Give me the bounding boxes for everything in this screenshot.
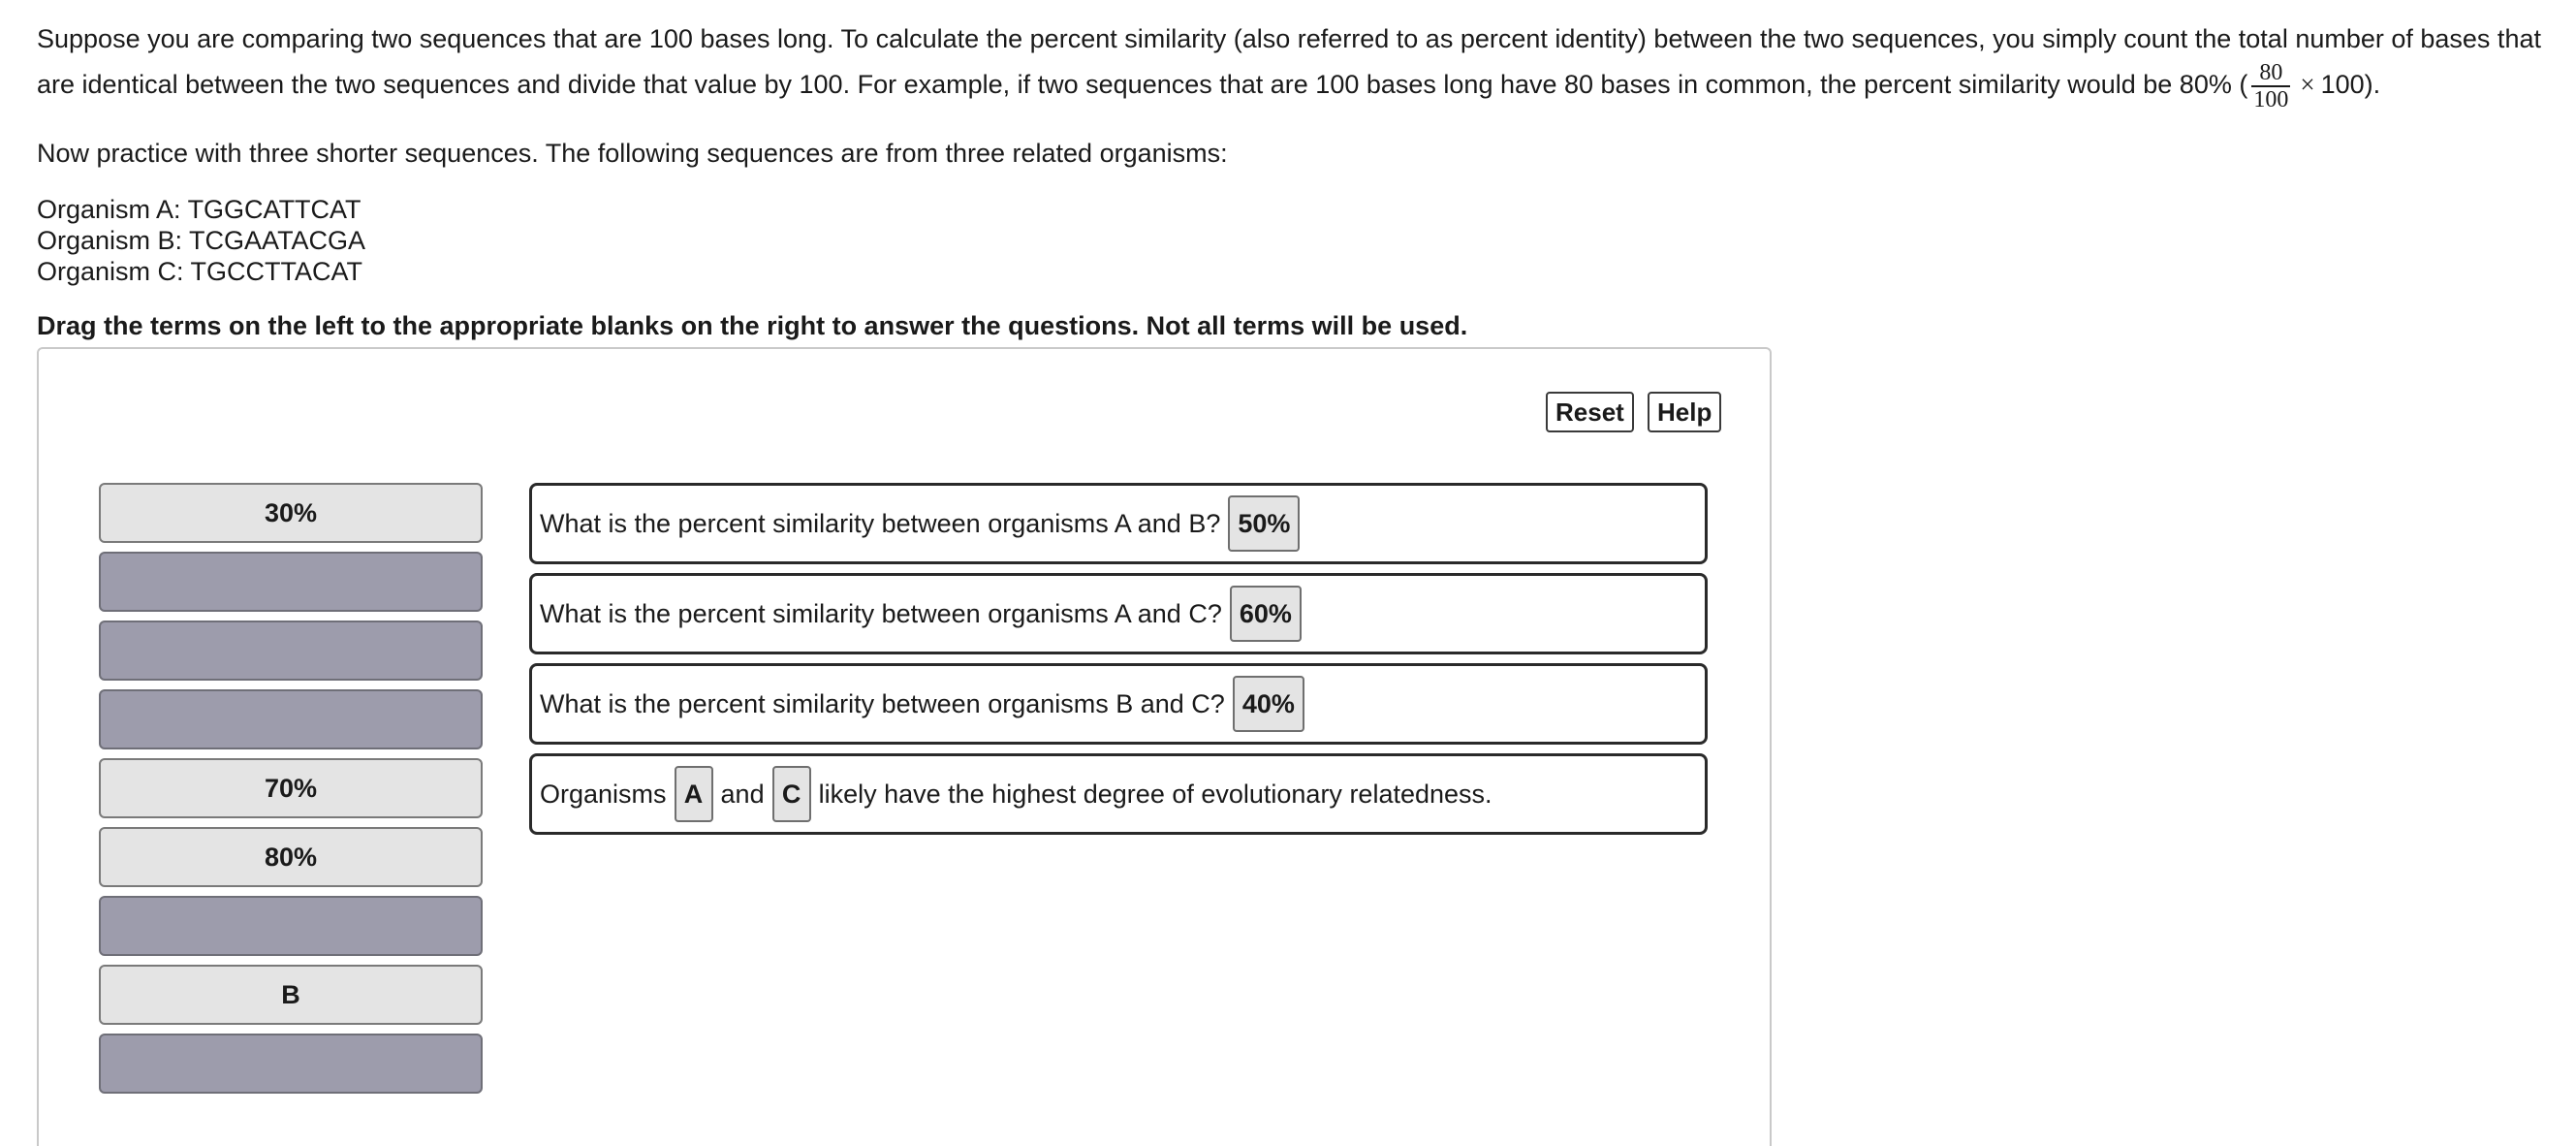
- organism-a: Organism A: TGGCATTCAT: [37, 195, 361, 224]
- answer-blank-organism-2[interactable]: C: [772, 766, 811, 822]
- question-text: What is the percent similarity between organisms A and C?: [540, 598, 1222, 628]
- question-text: What is the percent similarity between organisms B and C?: [540, 688, 1225, 718]
- term-slot-empty: [99, 689, 483, 749]
- times-symbol: ×: [2300, 70, 2315, 100]
- organism-c: Organism C: TGCCTTACAT: [37, 257, 363, 286]
- organism-list: [37, 194, 2539, 287]
- term-70-percent[interactable]: 70%: [99, 758, 483, 818]
- question-relatedness: [529, 753, 1708, 835]
- statement-prefix: Organisms: [540, 779, 667, 809]
- intro-paragraph: [37, 17, 2547, 112]
- question-b-c: [529, 663, 1708, 745]
- question-text: What is the percent similarity between organisms A and B?: [540, 508, 1221, 538]
- fraction-numerator: 80: [2259, 60, 2283, 85]
- practice-paragraph: Now practice with three shorter sequences. The following sequences are from three related organisms:: [37, 139, 1228, 168]
- answer-blank-a-b[interactable]: 50%: [1228, 495, 1300, 552]
- term-slot-empty: [99, 896, 483, 956]
- intro-text: Suppose you are comparing two sequences that are 100 bases long. To calculate the percent similarity (also referred to as percent identity) between the two sequences, you simply count the total number of bases that are identical between the two sequences and divide that value by 100. For example, if two sequences that are 100 bases long have 80 bases in common, the percent similarity would be 80% (: [37, 24, 2541, 100]
- statement-middle: and: [720, 779, 765, 809]
- term-b[interactable]: B: [99, 965, 483, 1025]
- fraction-denominator: 100: [2253, 87, 2289, 112]
- reset-button[interactable]: Reset: [1546, 392, 1634, 432]
- organism-b: Organism B: TCGAATACGA: [37, 226, 366, 255]
- term-30-percent[interactable]: 30%: [99, 483, 483, 543]
- term-80-percent[interactable]: 80%: [99, 827, 483, 887]
- fraction: [2251, 60, 2290, 112]
- question-a-b: [529, 483, 1708, 564]
- question-a-c: [529, 573, 1708, 654]
- term-bank: [99, 483, 483, 1102]
- term-slot-empty: [99, 1034, 483, 1094]
- help-button[interactable]: Help: [1648, 392, 1721, 432]
- answer-blank-b-c[interactable]: 40%: [1233, 676, 1304, 732]
- answer-blank-organism-1[interactable]: A: [675, 766, 713, 822]
- statement-suffix: likely have the highest degree of evolutionary relatedness.: [818, 779, 1492, 809]
- answer-blank-a-c[interactable]: 60%: [1230, 586, 1302, 642]
- instruction-text: Drag the terms on the left to the appropriate blanks on the right to answer the questions. Not all terms will be used.: [37, 311, 1468, 340]
- drag-drop-widget: [37, 347, 1772, 1146]
- intro-text-end: 100).: [2320, 70, 2381, 100]
- term-slot-empty: [99, 621, 483, 681]
- term-slot-empty: [99, 552, 483, 612]
- question-list: [529, 483, 1708, 844]
